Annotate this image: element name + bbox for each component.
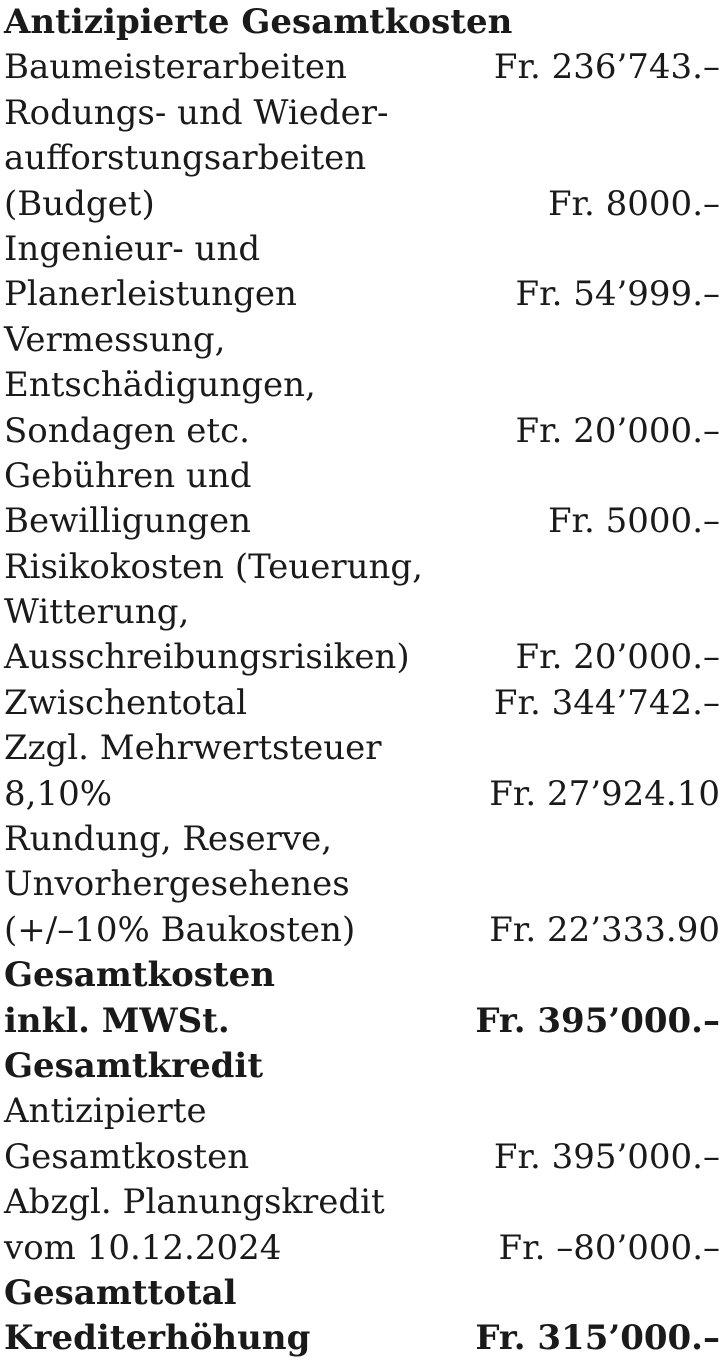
total-amount: Fr. 395’000.– xyxy=(475,999,720,1044)
cost-label: Zzgl. Mehrwertsteuer xyxy=(4,726,382,771)
credit-row-planungskredit xyxy=(4,1226,720,1271)
cost-row-rodung-line2 xyxy=(4,136,720,181)
credit-amount: Fr. –80’000.– xyxy=(499,1226,720,1271)
cost-row-risiko xyxy=(4,635,720,680)
cost-label: (Budget) xyxy=(4,182,155,227)
cost-label: (+/–10% Baukosten) xyxy=(4,908,355,953)
cost-label: Planerleistungen xyxy=(4,272,297,317)
cost-label: Ausschreibungsrisiken) xyxy=(4,635,410,680)
cost-label: aufforstungsarbeiten xyxy=(4,136,366,181)
cost-label: Vermessung, xyxy=(4,318,225,363)
cost-row-risiko-line1 xyxy=(4,545,720,590)
cost-label: Unvorhergesehenes xyxy=(4,862,350,907)
total-label: Krediterhöhung xyxy=(4,1316,310,1361)
cost-amount: Fr. 236’743.– xyxy=(494,45,720,90)
cost-row-risiko-line2 xyxy=(4,590,720,635)
cost-row-vermessung-line1 xyxy=(4,318,720,363)
total-label: Gesamtkosten xyxy=(4,953,275,998)
credit-label: Abzgl. Planungskredit xyxy=(4,1180,385,1225)
cost-row-rodung xyxy=(4,182,720,227)
section-heading-gesamtkredit: Gesamtkredit xyxy=(4,1044,720,1089)
total-label: Gesamttotal xyxy=(4,1271,237,1316)
cost-row-baumeister xyxy=(4,45,720,90)
total-label: inkl. MWSt. xyxy=(4,999,230,1044)
cost-row-zwischentotal xyxy=(4,681,720,726)
cost-amount: Fr. 8000.– xyxy=(548,182,720,227)
cost-row-rundung-line2 xyxy=(4,862,720,907)
cost-label: Rodungs- und Wieder- xyxy=(4,91,388,136)
cost-label: Bewilligungen xyxy=(4,499,251,544)
credit-row-planungskredit-line1 xyxy=(4,1180,720,1225)
cost-amount: Fr. 20’000.– xyxy=(516,635,720,680)
total-row-gesamtkosten-line1 xyxy=(4,953,720,998)
cost-row-rundung-line1 xyxy=(4,817,720,862)
cost-amount: Fr. 54’999.– xyxy=(516,272,720,317)
cost-amount: Fr. 22’333.90 xyxy=(489,908,720,953)
cost-amount: Fr. 5000.– xyxy=(548,499,720,544)
cost-label: Witterung, xyxy=(4,590,189,635)
cost-label: 8,10% xyxy=(4,772,112,817)
cost-row-rundung xyxy=(4,908,720,953)
cost-row-ingenieur-line1 xyxy=(4,227,720,272)
cost-label: Entschädigungen, xyxy=(4,363,316,408)
cost-label: Rundung, Reserve, xyxy=(4,817,332,862)
credit-amount: Fr. 395’000.– xyxy=(494,1135,720,1180)
cost-label: Risikokosten (Teuerung, xyxy=(4,545,423,590)
total-row-gesamtkosten xyxy=(4,999,720,1044)
cost-amount: Fr. 344’742.– xyxy=(494,681,720,726)
cost-row-gebuehren-line1 xyxy=(4,454,720,499)
cost-label: Baumeisterarbeiten xyxy=(4,45,347,90)
credit-row-antizipiert xyxy=(4,1135,720,1180)
cost-label: Ingenieur- und xyxy=(4,227,260,272)
cost-label: Sondagen etc. xyxy=(4,409,250,454)
cost-row-gebuehren xyxy=(4,499,720,544)
cost-amount: Fr. 20’000.– xyxy=(516,409,720,454)
cost-amount: Fr. 27’924.10 xyxy=(489,772,720,817)
credit-label: Gesamtkosten xyxy=(4,1135,249,1180)
credit-label: vom 10.12.2024 xyxy=(4,1226,281,1271)
cost-row-ingenieur xyxy=(4,272,720,317)
total-row-krediterhoehung xyxy=(4,1316,720,1361)
credit-label: Antizipierte xyxy=(4,1089,207,1134)
section-heading-gesamtkosten: Antizipierte Gesamtkosten xyxy=(4,0,720,45)
cost-label: Zwischentotal xyxy=(4,681,247,726)
credit-row-antizipiert-line1 xyxy=(4,1089,720,1134)
cost-row-vermessung-line2 xyxy=(4,363,720,408)
cost-label: Gebühren und xyxy=(4,454,251,499)
total-amount: Fr. 315’000.– xyxy=(475,1316,720,1361)
cost-row-rodung-line1 xyxy=(4,91,720,136)
cost-row-vermessung xyxy=(4,409,720,454)
cost-row-mwst xyxy=(4,772,720,817)
cost-row-mwst-line1 xyxy=(4,726,720,771)
total-row-krediterhoehung-line1 xyxy=(4,1271,720,1316)
